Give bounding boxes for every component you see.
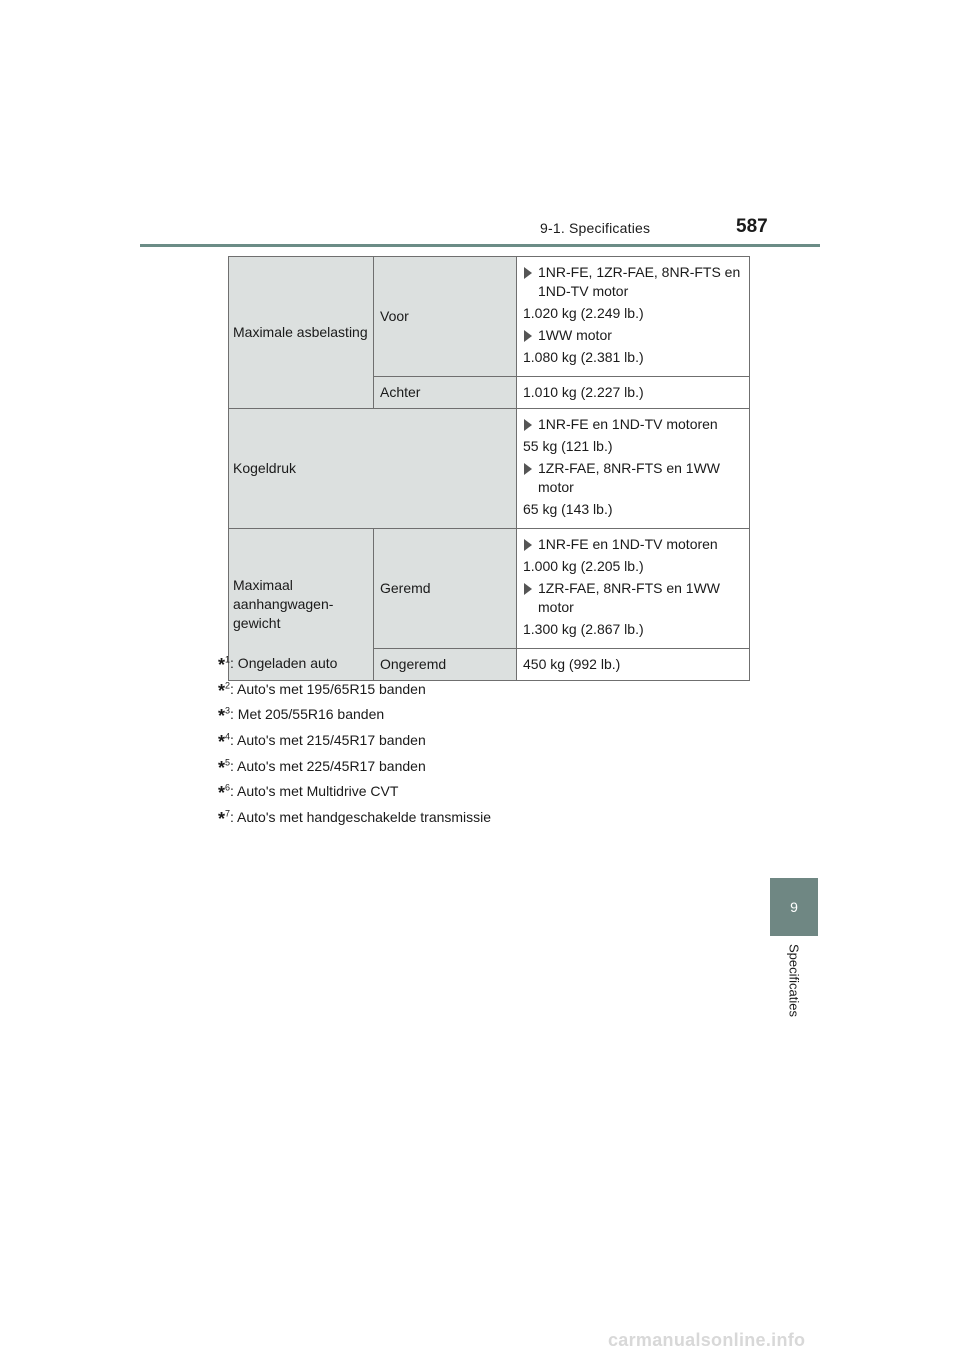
braked-values	[517, 529, 750, 649]
ball-pressure-values	[517, 409, 750, 529]
rear-label: Achter	[374, 377, 517, 409]
rear-value: 1.010 kg (2.227 lb.)	[517, 377, 750, 409]
footnote: *$^6$: Auto's met Multidrive CVT	[218, 782, 399, 804]
triangle-bullet-icon	[524, 463, 532, 475]
ball-pressure-label: Kogeldruk	[229, 409, 517, 529]
triangle-bullet-icon	[524, 330, 532, 342]
triangle-bullet-icon	[524, 267, 532, 279]
weight-value: 1.000 kg (2.205 lb.)	[523, 558, 644, 574]
weight-value: 1.080 kg (2.381 lb.)	[523, 349, 644, 365]
spec-table	[228, 256, 750, 681]
page-number: 587	[736, 216, 768, 237]
watermark: carmanualsonline.info	[608, 1330, 806, 1350]
max-trailer-label: Maximaal aanhangwagen-gewicht	[229, 529, 374, 681]
triangle-bullet-icon	[524, 419, 532, 431]
weight-value: 55 kg (121 lb.)	[523, 438, 613, 454]
front-values	[517, 257, 750, 377]
header-divider	[140, 244, 820, 247]
triangle-bullet-icon	[524, 583, 532, 595]
footnote-list	[218, 652, 491, 832]
weight-value: 1.020 kg (2.249 lb.)	[523, 305, 644, 321]
list-item: 1ZR-FAE, 8NR-FTS en 1WW motor	[523, 459, 743, 497]
footnote: *$^1$: Ongeladen auto	[218, 654, 338, 675]
braked-label: Geremd	[374, 529, 517, 649]
footnote: *$^5$: Auto's met 225/45R17 banden	[218, 757, 426, 778]
footnote: *$^4$: Auto's met 215/45R17 banden	[218, 731, 426, 753]
list-item: 1NR-FE, 1ZR-FAE, 8NR-FTS en 1ND-TV motor	[523, 263, 743, 301]
table-row	[229, 409, 750, 529]
section-title: 9-1. Specificaties	[540, 220, 651, 236]
list-item: 1ZR-FAE, 8NR-FTS en 1WW motor	[523, 579, 743, 617]
chapter-number: 9	[790, 899, 798, 915]
table-row	[229, 529, 750, 649]
unbraked-label: Ongeremd	[374, 649, 517, 681]
chapter-tab	[770, 878, 818, 936]
front-label: Voor	[374, 257, 517, 377]
footnote: *$^3$: Met 205/55R16 banden	[218, 705, 385, 727]
list-item: 1WW motor	[523, 326, 743, 345]
triangle-bullet-icon	[524, 539, 532, 551]
list-item: 1NR-FE en 1ND-TV motoren	[523, 535, 743, 554]
unbraked-value: 450 kg (992 lb.)	[517, 649, 750, 681]
chapter-label: Specificaties	[786, 944, 802, 1017]
list-item: 1NR-FE en 1ND-TV motoren	[523, 415, 743, 434]
max-axle-label: Maximale asbelasting	[229, 257, 374, 409]
weight-value: 1.300 kg (2.867 lb.)	[523, 621, 644, 637]
footnote: *$^7$: Auto's met handgeschakelde transmissie	[218, 808, 492, 830]
table-row	[229, 257, 750, 377]
footnote: *$^2$: Auto's met 195/65R15 banden	[218, 680, 426, 701]
weight-value: 65 kg (143 lb.)	[523, 501, 613, 517]
